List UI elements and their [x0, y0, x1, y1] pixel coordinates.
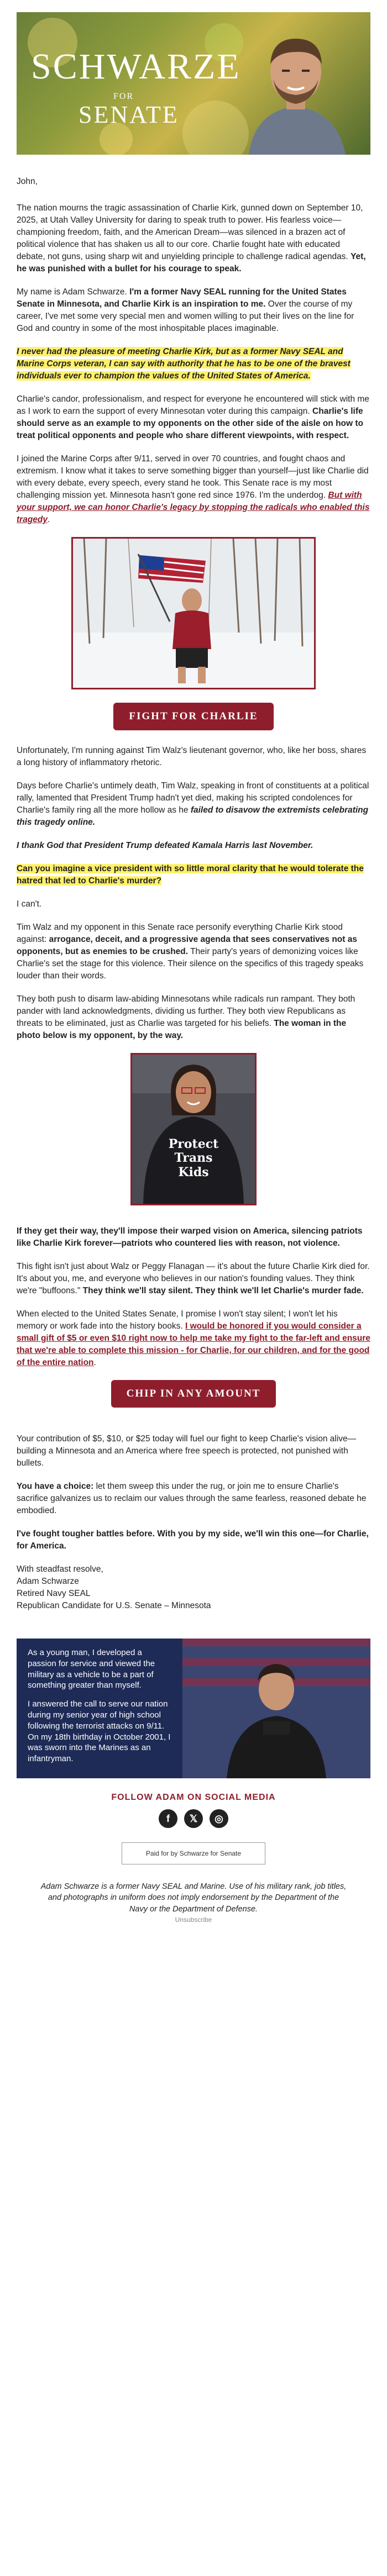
paragraph-16: Your contribution of $5, $10, or $25 today will fuel our fight to keep Charlie's vision alive—building a Minnesota and an America where free speech is protected, not punished with bullets. [17, 1434, 357, 1468]
facebook-icon[interactable]: f [159, 1809, 177, 1828]
paragraph-14: This fight isn't just about Walz or Peggy Flanagan — it's about the future Charlie Kirk died for. It's about you, me, and everyone who believes in our nation's founding values. They think we're "buffoons." They think we'll stay silent. They think we'll let Charlie's murder fade. [17, 1262, 370, 1295]
donate-link[interactable]: I would be honored if you would consider a small gift of $5 or even $10 right now to help me take my fight to the far-left and ensure that we're able to complete this mission - for Charlie, for our children, and for the good of the entire nation [17, 1321, 370, 1367]
paragraph-11: Tim Walz and my opponent in this Senate race personify everything Charlie Kirk stood against: arrogance, deceit, and a progressive agenda that sees conservatives not as opponents, but as enemies to be crushed. Their party's years of demonizing voices like Charlie's set the stage for this violence. Their silence on the specifics of this tragedy speaks louder than their words. [17, 923, 364, 981]
bio-paragraph-1: As a young man, I developed a passion for service and viewed the military as a vehicle to be a part of something greater than myself. [28, 1648, 155, 1690]
paragraph-1: The nation mourns the tragic assassination of Charlie Kirk, gunned down on September 10, 2025, at Utah Valley University for daring to speak truth to power. His fearless voice—championing freedom, faith, and the American Dream—was silenced in a brazen act of political violence that has shaken us all to our core. Charlie fought hate with educated debate, not guns, using sharp wit and unyielding principle to challenge radical agendas. Yet, he was punished with a bullet for his courage to speak. [17, 203, 366, 273]
paid-for-box: Paid for by Schwarze for Senate [122, 1842, 265, 1864]
signoff-role: Republican Candidate for U.S. Senate – Minnesota [17, 1601, 211, 1610]
candidate-portrait [232, 23, 359, 155]
opponent-photo [130, 1053, 257, 1205]
instagram-icon[interactable]: ◎ [210, 1809, 228, 1828]
logo-name: SCHWARZE [31, 46, 241, 87]
opponent-photo-image [132, 1055, 255, 1204]
logo-senate: SENATE [79, 101, 179, 128]
paragraph-4: Charlie's candor, professionalism, and respect for everyone he encountered will stick with me as I work to earn the support of every Minnesotan voter during this campaign. Charlie's life should serve as an example to my opponents on the other side of the aisle on how to treat political opponents and people who share different viewpoints, with respect. [17, 394, 369, 440]
chip-in-button[interactable]: CHIP IN ANY AMOUNT [111, 1380, 276, 1408]
bio-text [28, 1647, 172, 1772]
paragraph-9-highlight: Can you imagine a vice president with so little moral clarity that he would tolerate the hatred that led to Charlie's murder? [17, 864, 364, 886]
social-links [17, 1809, 370, 1828]
paragraph-13: If they get their way, they'll impose their warped vision on America, silencing patriots like Charlie Kirk forever—patriots who countered lies with reason, not violence. [17, 1226, 363, 1248]
logo-for: FOR [113, 92, 134, 101]
signoff-title: Retired Navy SEAL [17, 1589, 91, 1598]
honor-legacy-link[interactable]: But with your support, we can honor Charlie's legacy by stopping the radicals who enabled this tragedy [17, 491, 370, 524]
paragraph-6: Unfortunately, I'm running against Tim Walz's lieutenant governor, who, like her boss, shares a long history of inflammatory rhetoric. [17, 746, 367, 767]
paragraph-8: I thank God that President Trump defeated Kamala Harris last November. [17, 841, 313, 850]
unsubscribe-link[interactable]: Unsubscribe [175, 1915, 212, 1924]
bio-paragraph-2: I answered the call to serve our nation during my senior year of high school following the terrorist attacks on 9/11. On my 18th birthday in October 2001, I was sworn into the Marines as an infantryman. [28, 1699, 171, 1764]
follow-heading: FOLLOW ADAM ON SOCIAL MEDIA [111, 1793, 276, 1802]
signoff [17, 1563, 370, 1612]
header-banner [17, 12, 370, 155]
paragraph-10: I can't. [17, 899, 42, 909]
paragraph-12: They both push to disarm law-abiding Minnesotans while radicals run rampant. They both pander with land acknowledgments, dividing us further. They both view Republicans as threats to be eliminated, just as Charlie was targeted for his beliefs. The woman in the photo below is my opponent, by the way. [17, 994, 355, 1040]
paragraph-7: Days before Charlie's untimely death, Tim Walz, speaking in front of constituents at a political rally, lamented that President Trump hadn't yet died, making his scripted condolences for Charlie's family ring all the more hollow as he failed to disavow the extremists celebrating this tragedy online. [17, 781, 369, 827]
fight-for-charlie-button[interactable]: FIGHT FOR CHARLIE [113, 703, 273, 730]
paragraph-3-highlight: I never had the pleasure of meeting Charlie Kirk, but as a former Navy SEAL and Marine Corps veteran, I can say with authority that he has to be one of the bravest individuals ever to champion the values of the United States of America. [17, 347, 351, 381]
paragraph-5: I joined the Marine Corps after 9/11, served in over 70 countries, and fought chaos and extremism. I know what it takes to serve something bigger than yourself—just like Charlie did with every debate, every speech, every stand he took. This Senate race is my most challenging mission yet. Minnesota hasn't gone red since 1976. I'm the underdog. But with your support, we can honor Charlie's legacy by stopping the radicals who enabled this tragedy. [17, 454, 370, 524]
paragraph-15: When elected to the United States Senate, I promise I won't stay silent; I won't let his memory or work fade into the history books. I would be honored if you would consider a small gift of $5 or even $10 right now to help me take my fight to the far-left and ensure that we're able to complete this mission - for Charlie, for our children, and for the good of the entire nation. [17, 1309, 370, 1367]
paragraph-17: You have a choice: let them sweep this under the rug, or join me to ensure Charlie's sacrifice galvanizes us to reclaim our values through the same fearless, reasoned debate he embodied. [17, 1482, 367, 1515]
signoff-closing: With steadfast resolve, [17, 1564, 103, 1574]
disclaimer: Adam Schwarze is a former Navy SEAL and Marine. Use of his military rank, job titles, and photographs in uniform does not imply endorsement by the Department of the Navy or the Department of Defense. [40, 1882, 347, 1914]
running-photo [71, 537, 316, 689]
running-photo-image [73, 539, 314, 688]
bio-banner [17, 1639, 370, 1778]
paragraph-2: My name is Adam Schwarze. I'm a former Navy SEAL running for the United States Senate in Minnesota, and Charlie Kirk is an inspiration to me. Over the course of my career, I've met some very special men and women willing to put their lives on the line for God and country in some of the most inhospitable places imaginable. [17, 287, 354, 333]
signoff-name: Adam Schwarze [17, 1577, 79, 1586]
paragraph-18: I've fought tougher battles before. With you by my side, we'll win this one—for Charlie, for America. [17, 1529, 369, 1551]
shirt-text: Protect Trans Kids [168, 1137, 219, 1179]
greeting: John, [17, 177, 38, 186]
x-icon[interactable]: 𝕏 [184, 1809, 203, 1828]
